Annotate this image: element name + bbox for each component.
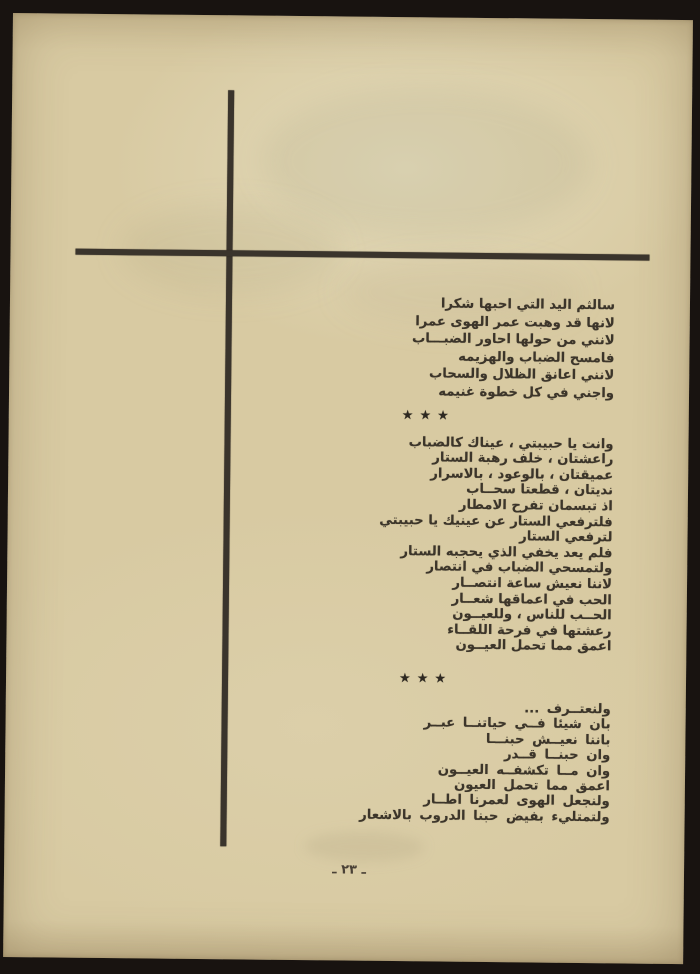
poem-line: اعمق مما تحمل العيــون bbox=[455, 637, 612, 655]
stanza-1 bbox=[284, 294, 615, 403]
poem-line: فلترفعي الستار عن عينيك يا حبيبتي bbox=[379, 512, 613, 530]
showthrough-ghost bbox=[261, 86, 593, 239]
showthrough-ghost bbox=[304, 831, 424, 862]
poem-line: الحــب للناس ، وللعيــون bbox=[452, 606, 612, 624]
poem-line: اذ تبسمان تفرح الامطار bbox=[458, 497, 613, 515]
poem-line: وانت يا حبيبتي ، عيناك كالضباب bbox=[408, 434, 614, 452]
vertical-rule bbox=[220, 90, 234, 846]
poem-line: لانها قد وهبت عمر الهوى عمرا bbox=[415, 313, 615, 331]
stanza-3 bbox=[280, 699, 611, 826]
poem-line: لترفعي الستار bbox=[519, 529, 613, 546]
stanza-2 bbox=[281, 433, 613, 655]
poem-line: وان حبنــا قــدر bbox=[503, 747, 611, 764]
scanned-page bbox=[3, 13, 693, 964]
poem-line: رعشتها في فرحة اللقــاء bbox=[447, 622, 612, 639]
poem-line: ولتمتليء بفيض حبنا الدروب بالاشعار bbox=[359, 807, 610, 826]
poem-line: راعشتان ، خلف رهبة الستار bbox=[432, 450, 614, 468]
poem-line: ولنجعل الهوى لعمرنا اطــار bbox=[423, 792, 610, 810]
poem-line: فامسح الضباب والهزيمه bbox=[458, 349, 615, 367]
poem-line: وان مــا تكشفــه العيــون bbox=[437, 761, 611, 779]
poem-line: واجني في كل خطوة غنيمه bbox=[438, 384, 615, 402]
poem-line: اعمق مما تحمل العيون bbox=[453, 777, 611, 795]
poem-line: لاننا نعيش ساعة انتصــار bbox=[452, 575, 613, 593]
poem-line: لانني اعانق الظلال والسحاب bbox=[428, 366, 615, 384]
poem-line: ولنعتــرف ... bbox=[524, 701, 611, 718]
poem-line: عميقتان ، بالوعود ، بالاسرار bbox=[430, 466, 614, 484]
poem-line: باننا نعيــش حبنـــا bbox=[485, 731, 611, 748]
horizontal-rule bbox=[75, 249, 649, 261]
poem-line: ولتمسحي الضباب في انتصار bbox=[426, 559, 613, 577]
poem-line: نديتان ، قطعتا سحــاب bbox=[466, 482, 614, 499]
star-separator: ★★★ bbox=[401, 407, 455, 424]
poem-line: بان شيئا فــي حياتنــا عبــر bbox=[423, 715, 611, 733]
star-separator: ★★★ bbox=[399, 670, 453, 687]
poem-line: لانني من حولها احاور الضبـــاب bbox=[411, 331, 615, 349]
poem-line: الحب في اعماقها شعــار bbox=[451, 591, 612, 608]
poem-line: سالثم اليد التي احبها شكرا bbox=[440, 296, 616, 314]
poem bbox=[280, 294, 616, 826]
page-number: ـ ٢٣ ـ bbox=[332, 862, 367, 878]
poem-line: فلم يعد يخفي الذي يحجبه الستار bbox=[400, 543, 613, 562]
